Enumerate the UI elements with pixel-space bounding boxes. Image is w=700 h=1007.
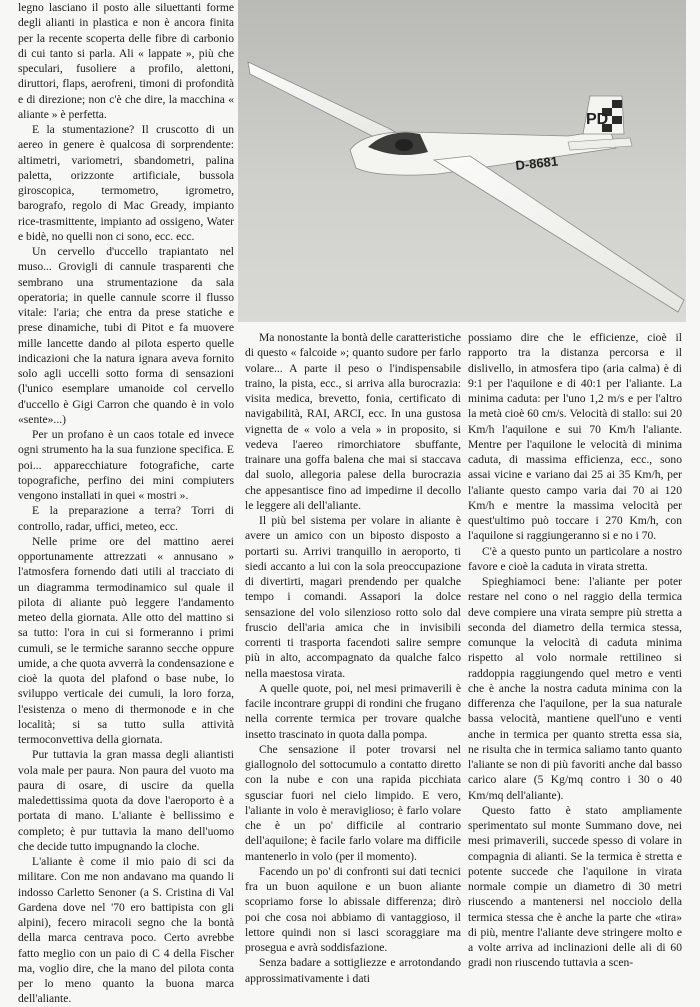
paragraph: E la preparazione a terra? Torri di controllo, radar, uffici, meteo, ecc.: [18, 504, 234, 533]
paragraph: E la stumentazione? Il cruscotto di un aereo in genere è qualcosa di sorprendente: altimetri, variometri, sbandometri, palina paletta, orizzonte artificiale, bussola giroscopica, termometro, igrometro, barografo, regolo di Mac Gready, impianto rice-trasmittente, impianto ad ossigeno, Water e bidè, no quelli non ci sono, ecc. ecc.: [18, 123, 234, 243]
glider-illustration: [238, 0, 686, 322]
paragraph: A quelle quote, poi, nel mesi primaverili è facile incontrare gruppi di rondini che frugano nella corrente termica per trovare qualche insetto trascinato in quota dalla pompa.: [245, 681, 461, 741]
paragraph: L'aliante è come il mio paio di sci da militare. Con me non andavano ma quando li indosso Carletto Senoner (a S. Cristina di Val Gardena dove nel '70 ero battipista con gli alpini), fecero miracoli segno che la bontà della marca centrava poco. Certo avrebbe fatto meglio con un paio di C 4 della Fischer ma, voglio dire, che la mano del pilota conta per lo meno quanto la buona marca dell'aliante.: [18, 855, 234, 1006]
paragraph: possiamo dire che le efficienze, cioè il rapporto tra la distanza percorsa e il dislivello, in atmosfera tipo (aria calma) è di 9:1 per l'aquilone e di 40:1 per l'aliante. La minima caduta: per l'uno 1,2 m/s e per l'altro la metà cioè 60 cm/s. Velocità di stallo: sui 20 Km/h l'aquilone e sui 70 Km/h l'aliante. Mentre per l'aquilone le velocità di minima caduta, di massima efficienza, ecc., sono assai vicine e variano dai 25 ai 35 Km/h, per l'aliante questo campo varia dai 70 ai 120 Km/h e mentre la massima velocità per quest'ultimo può toccare i 270 Km/h, con l'aquilone si raggiungeranno si e no i 70.: [468, 331, 682, 543]
text-column-1: [18, 0, 234, 1006]
paragraph: Pur tuttavia la gran massa degli aliantisti vola male per paura. Non paura del vuoto ma paura di osare, di uscire da quella maledettissima quota da dove l'aeroporto è a portata di mano. L'aliante è bellissimo e completo; è pur tuttavia la mano dell'uomo che decide tutto impugnando la cloche.: [18, 748, 234, 853]
paragraph: Nelle prime ore del mattino aerei opportunamente attrezzati « annusano » l'atmosfera fornendo dati utili al tracciato di un diagramma termodinamico sul quale il pilota di aliante può leggere l'andamento meteo della giornata. Alle otto del mattino si sa tutto: l'ora in cui si formeranno i primi cumuli, se le termiche saranno secche oppure umide, a che quota avverrà la condensazione e cioè la quota del plafond o base nube, lo sviluppo verticale dei cumuli, la loro forza, l'esistenza o meno di thermonode e in che località; si sa tutto sulla attività termoconvettiva della giornata.: [18, 534, 234, 746]
glider-right-wing: [434, 153, 684, 312]
paragraph: Questo fatto è stato ampliamente sperimentato sul monte Summano dove, nei mesi primaverili, succede spesso di volare in compagnia di alianti. Se la termica è stretta e potente succede che l'aquilone in virata normale compie un diametro di 30 metri riuscendo a mantenersi nel nocciolo della termica stessa che è anche la parte che «tira» di più, mentre l'aliante deve stringere molto e a volte arriva ad inclinazioni delle ali di 60 gradi non riuscendo tuttavia a scen-: [468, 803, 682, 970]
paragraph: C'è a questo punto un particolare a nostro favore e cioè la caduta in virata stretta.: [468, 544, 682, 573]
paragraph: Spieghiamoci bene: l'aliante per poter restare nel cono o nel raggio della termica deve compiere una virata sempre più stretta a seconda del diametro della termica stessa, comunque la velocità di caduta minima rispetto al volo normale rettilineo si raddoppia raggiungendo quel metro e venti che è anche la nostra caduta minima con la differenza che l'aquilone, per la sua naturale bassa velocità, mantiene quell'uno e venti anche in termica per quanto stretta essa sia, ne risulta che in termica saliamo tanto quanto l'aliante se non di più favoriti anche dal basso carico alare (5 Kg/mq contro i 30 o 40 Km/mq dell'aliante).: [468, 575, 682, 802]
text-column-3: [468, 330, 682, 987]
paragraph: Facendo un po' di confronti sui dati tecnici fra un buon aquilone e un buon aliante scopriamo forse lo abissale differenza; dirò poi che cosa noi abbiamo di vantaggioso, il lettore quindi non si lasci scoraggiare ma prosegua e avrà soddisfazione.: [245, 864, 461, 954]
paragraph: Senza badare a sottigliezze e arrotondando approssimativamente i dati: [245, 956, 461, 985]
paragraph: Il più bel sistema per volare in aliante è avere un amico con un biposto disposto a portarti su. Arrivi tranquillo in aeroporto, ti siedi accanto a lui con la sola preoccupazione di divertirti, magari prendendo per qualche tempo i comandi. Assapori la dolce sensazione del volo silenzioso rotto solo dal fruscio dell'aria amica che in invisibili correnti ti trasporta facendoti salire sempre più in alto, accompagnato da qualche falco nella maestosa virata.: [245, 514, 461, 680]
registration-mark: D-8681: [514, 153, 559, 173]
paragraph: Un cervello d'uccello trapiantato nel muso... Grovigli di cannule trasparenti che sembrano una strumentazione da sala operatoria; in quelle cannule scorre il flusso vitale: l'aria; che entra da prese statiche e prese dinamiche, tubi di Pitot e fa muovere mille lancette dando al pilota esperto quelle indicazioni che la natura ignara aveva fornito solo agli uccelli sotto forma di sensazioni (l'unico esemplare umanoide col cervello d'uccello è Gigi Carron che quando è in volo «sente»...): [18, 245, 234, 426]
paragraph: legno lasciano il posto alle siluettanti forme degli alianti in plastica e non è ancora finita per la recente scoperta delle fibre di carbonio di cui tanto si parla. Ali « lappate », più che speculari, fusoliere a profilo, alettoni, diruttori, flaps, aerofreni, timoni di profondità e di direzione; non c'è che dire, la macchina « aliante » è perfetta.: [18, 1, 234, 121]
paragraph: Che sensazione il poter trovarsi nel giallognolo del sottocumulo a contatto diretto con la nube e con una rapida picchiata sgusciar fuori nel cielo limpido. E vero, l'aliante in volo è meraviglioso; è farlo volare che è un po' difficile al contrario dell'aquilone; è facile farlo volare ma difficile mantenerlo in volo (per il momento).: [245, 742, 461, 863]
glider-left-wing: [248, 62, 406, 140]
paragraph: Per un profano è un caos totale ed invece ogni strumento ha la sua funzione specifica. E poi... apparecchiature fotografiche, carte topografiche, perfino dei mini compiuters vengono installati in quei « mostri ».: [18, 428, 234, 502]
glider-photo: [238, 0, 686, 322]
text-column-2: [245, 330, 461, 987]
pilot-head: [395, 139, 413, 151]
tail-letters: PD: [586, 111, 609, 128]
paragraph: Ma nonostante la bontà delle caratteristiche di questo « falcoide »; quanto sudore per farlo volare... A parte il peso o l'indispensabile traino, la pista, ecc., si arriva alla burocrazia: visita medica, brevetto, fonia, certificato di navigabilità, RAI, ARCI, ecc. In una gustosa vignetta de « volo a vela » in proposito, si vedeva l'aereo rimorchiatore sbuffante, trainare una goffa balena che mai si staccava dal suolo, allegoria palese della burocrazia che appesantisce fino ad impedirne il decollo le leggere ali dell'aliante.: [245, 331, 461, 512]
